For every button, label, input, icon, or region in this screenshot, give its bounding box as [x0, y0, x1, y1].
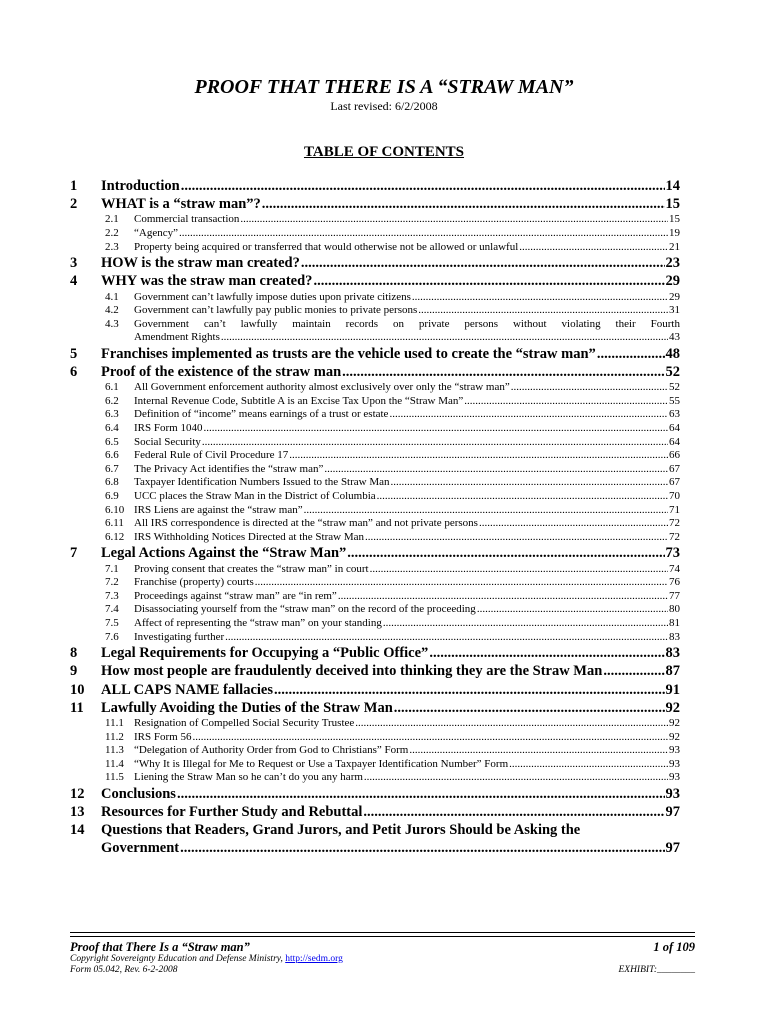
toc-entry-number: 6.5: [105, 435, 119, 448]
toc-leader-dots: [255, 576, 668, 590]
toc-entry-text: Government can’t lawfully impose duties upon private citizens: [134, 290, 411, 303]
toc-entry-text: “Agency”: [134, 226, 178, 239]
toc-entry-text: Franchises implemented as trusts are the vehicle used to create the “straw man”: [101, 345, 596, 362]
toc-subsection[interactable]: [70, 531, 680, 545]
toc-entry-number: 2.3: [105, 240, 119, 253]
toc-entry-number: 6.2: [105, 394, 119, 407]
toc-section[interactable]: [70, 363, 680, 381]
toc-leader-dots: [304, 504, 668, 518]
toc-leader-dots: [177, 785, 665, 803]
toc-entry-page: 55: [669, 394, 680, 407]
toc-leader-dots: [370, 563, 668, 577]
toc-leader-dots: [509, 758, 668, 772]
toc-entry-page: 93: [669, 771, 680, 784]
toc-entry-number: 6.7: [105, 462, 119, 475]
table-of-contents: [70, 177, 680, 858]
toc-subsection[interactable]: [70, 517, 680, 531]
toc-subsection[interactable]: [70, 476, 680, 490]
toc-entry-number: 7.6: [105, 630, 119, 643]
toc-section[interactable]: [70, 821, 680, 857]
toc-section[interactable]: [70, 662, 680, 680]
toc-entry-text-continued: Amendment Rights: [134, 331, 220, 344]
toc-entry-number: 2: [70, 196, 78, 213]
toc-entry-page: 71: [669, 503, 680, 516]
toc-entry-page: 52: [669, 381, 680, 394]
toc-subsection[interactable]: [70, 463, 680, 477]
last-revised: Last revised: 6/2/2008: [330, 99, 438, 113]
toc-section[interactable]: [70, 699, 680, 717]
toc-subsection[interactable]: [70, 631, 680, 645]
toc-entry-page: 31: [669, 304, 680, 317]
toc-leader-dots: [383, 617, 668, 631]
toc-entry-text: Liening the Straw Man so he can’t do you any harm: [134, 771, 363, 784]
toc-leader-dots: [180, 839, 664, 857]
toc-entry-page: 74: [669, 562, 680, 575]
toc-entry-text-continued: Government: [101, 840, 180, 857]
toc-leader-dots: [391, 476, 668, 490]
toc-subsection[interactable]: [70, 490, 680, 504]
toc-leader-dots: [464, 395, 668, 409]
toc-leader-dots: [274, 681, 665, 699]
toc-entry-number: 12: [70, 785, 85, 802]
toc-leader-dots: [262, 195, 665, 213]
toc-leader-dots: [289, 449, 668, 463]
toc-entry-number: 4.3: [105, 317, 119, 330]
toc-entry-page: 23: [665, 255, 680, 272]
toc-leader-dots: [192, 731, 668, 745]
toc-entry-page: 76: [669, 576, 680, 589]
toc-entry-page: 97: [665, 840, 680, 857]
toc-entry-number: 6.10: [105, 503, 125, 516]
toc-entry-number: 4: [70, 273, 78, 290]
toc-entry-page: 15: [669, 213, 680, 226]
toc-entry-page: 66: [669, 449, 680, 462]
toc-entry-text: Investigating further: [134, 630, 225, 643]
toc-section[interactable]: [70, 254, 680, 272]
toc-entry-page: 97: [665, 804, 680, 821]
toc-entry-number: 10: [70, 681, 85, 698]
toc-entry-text: WHY was the straw man created?: [101, 273, 313, 290]
toc-entry-text: Internal Revenue Code, Subtitle A is an Excise Tax Upon the “Straw Man”: [134, 394, 464, 407]
toc-entry-number: 11.5: [105, 771, 124, 784]
toc-entry-page: 52: [665, 364, 680, 381]
toc-leader-dots: [389, 408, 668, 422]
toc-leader-dots: [342, 363, 664, 381]
toc-subsection[interactable]: [70, 241, 680, 255]
toc-section[interactable]: [70, 644, 680, 662]
toc-entry-number: 6.4: [105, 422, 119, 435]
toc-section[interactable]: [70, 544, 680, 562]
toc-entry-page: 83: [665, 645, 680, 662]
toc-leader-dots: [181, 177, 665, 195]
toc-entry-number: 9: [70, 663, 78, 680]
toc-entry-number: 3: [70, 255, 78, 272]
toc-entry-text: Legal Requirements for Occupying a “Public Office”: [101, 645, 429, 662]
toc-heading: TABLE OF CONTENTS: [303, 144, 465, 160]
footer-rule: [70, 932, 695, 933]
toc-entry-text: HOW is the straw man created?: [101, 255, 300, 272]
toc-entry-text: Government can’t lawfully maintain records on private persons without violating their Fourth: [134, 317, 680, 330]
toc-subsection[interactable]: [70, 395, 680, 409]
toc-entry-page: 87: [665, 663, 680, 680]
toc-entry-number: 6.12: [105, 530, 125, 543]
toc-entry-text: Affect of representing the “straw man” on your standing: [134, 616, 382, 629]
toc-entry-text: Introduction: [101, 178, 180, 194]
copyright-text: Copyright Sovereignty Education and Defense Ministry,: [70, 954, 286, 964]
form-number: Form 05.042, Rev. 6-2-2008: [70, 965, 178, 975]
footer-title: Proof that There Is a “Straw man”: [70, 940, 250, 954]
footer-rule: [70, 936, 695, 937]
toc-subsection[interactable]: [70, 576, 680, 590]
toc-leader-dots: [412, 291, 668, 305]
toc-section[interactable]: [70, 195, 680, 213]
toc-leader-dots: [240, 213, 668, 227]
toc-entry-text: Disassociating yourself from the “straw man” on the record of the proceeding: [134, 603, 476, 616]
toc-leader-dots: [377, 490, 668, 504]
toc-leader-dots: [418, 304, 668, 318]
toc-subsection[interactable]: [70, 590, 680, 604]
toc-entry-text: Commercial transaction: [134, 213, 240, 226]
toc-entry-page: 93: [669, 757, 680, 770]
toc-leader-dots: [338, 590, 668, 604]
toc-subsection[interactable]: [70, 771, 680, 785]
toc-entry-number: 6.1: [105, 381, 119, 394]
toc-entry-number: 6.3: [105, 408, 119, 421]
toc-entry-page: 29: [669, 290, 680, 303]
footer-copyright: [70, 954, 343, 964]
toc-entry-text: All IRS correspondence is directed at the “straw man” and not private persons: [134, 517, 478, 530]
toc-entry-number: 7.1: [105, 562, 119, 575]
toc-section[interactable]: [70, 272, 680, 290]
toc-section[interactable]: [70, 345, 680, 363]
toc-leader-dots: [597, 345, 665, 363]
exhibit-label: EXHIBIT:________: [618, 965, 695, 975]
toc-entry-text: How most people are fraudulently deceived into thinking they are the Straw Man: [101, 663, 603, 680]
toc-entry-page: 70: [669, 490, 680, 503]
toc-entry-text: ALL CAPS NAME fallacies: [101, 681, 273, 698]
toc-entry-page: 77: [669, 589, 680, 602]
toc-entry-page: 64: [669, 435, 680, 448]
toc-subsection[interactable]: [70, 744, 680, 758]
toc-entry-text: Social Security: [134, 435, 201, 448]
toc-entry-number: 6: [70, 364, 78, 381]
toc-entry-page: 67: [669, 462, 680, 475]
toc-leader-dots: [221, 331, 668, 345]
toc-entry-text: All Government enforcement authority almost exclusively over only the “straw man”: [134, 381, 510, 394]
toc-subsection[interactable]: [70, 717, 680, 731]
toc-entry-text: The Privacy Act identifies the “straw man”: [134, 462, 324, 475]
toc-entry-page: 15: [665, 196, 680, 213]
toc-entry-page: 14: [665, 178, 680, 194]
toc-entry-number: 1: [70, 178, 78, 194]
toc-entry-text: WHAT is a “straw man”?: [101, 196, 261, 213]
toc-entry-page: 19: [669, 226, 680, 239]
toc-entry-number: 6.8: [105, 476, 119, 489]
toc-subsection[interactable]: [70, 408, 680, 422]
toc-entry-page: 91: [665, 681, 680, 698]
toc-subsection[interactable]: [70, 318, 680, 345]
toc-section[interactable]: [70, 177, 680, 195]
toc-entry-text: “Why It is Illegal for Me to Request or Use a Taxpayer Identification Number” Form: [134, 757, 509, 770]
toc-leader-dots: [363, 803, 664, 821]
toc-entry-page: 92: [669, 716, 680, 729]
toc-entry-number: 8: [70, 645, 78, 662]
toc-entry-page: 93: [665, 785, 680, 802]
toc-section[interactable]: [70, 803, 680, 821]
toc-subsection[interactable]: [70, 731, 680, 745]
toc-entry-text: “Delegation of Authority Order from God to Christians” Form: [134, 744, 409, 757]
toc-entry-text: Federal Rule of Civil Procedure 17: [134, 449, 289, 462]
toc-leader-dots: [313, 272, 664, 290]
toc-leader-dots: [603, 662, 664, 680]
toc-entry-number: 2.2: [105, 226, 119, 239]
toc-leader-dots: [202, 436, 668, 450]
toc-leader-dots: [394, 699, 665, 717]
toc-leader-dots: [364, 771, 668, 785]
toc-subsection[interactable]: [70, 436, 680, 450]
toc-leader-dots: [365, 531, 668, 545]
toc-leader-dots: [519, 241, 668, 255]
toc-entry-text: Franchise (property) courts: [134, 576, 254, 589]
toc-section[interactable]: [70, 681, 680, 699]
toc-entry-page: 93: [669, 744, 680, 757]
page-number: 1 of 109: [653, 940, 695, 954]
toc-subsection[interactable]: [70, 758, 680, 772]
toc-subsection[interactable]: [70, 449, 680, 463]
toc-entry-page: 29: [665, 273, 680, 290]
page-title: PROOF THAT THERE IS A “STRAW MAN”: [194, 76, 574, 98]
toc-entry-number: 7.4: [105, 603, 119, 616]
toc-subsection[interactable]: [70, 291, 680, 305]
toc-leader-dots: [179, 227, 668, 241]
toc-entry-page: 72: [669, 530, 680, 543]
toc-entry-text: Conclusions: [101, 785, 176, 802]
toc-entry-text: Resources for Further Study and Rebuttal: [101, 804, 363, 821]
toc-entry-number: 11.4: [105, 757, 124, 770]
toc-entry-number: 11.3: [105, 744, 124, 757]
toc-entry-page: 80: [669, 603, 680, 616]
toc-entry-number: 14: [70, 822, 85, 839]
toc-entry-text: Lawfully Avoiding the Duties of the Straw Man: [101, 699, 393, 716]
toc-subsection[interactable]: [70, 617, 680, 631]
toc-leader-dots: [225, 631, 668, 645]
toc-entry-text: IRS Form 1040: [134, 422, 203, 435]
toc-entry-page: 81: [669, 616, 680, 629]
toc-entry-text: Legal Actions Against the “Straw Man”: [101, 545, 347, 562]
toc-leader-dots: [355, 717, 668, 731]
toc-entry-number: 13: [70, 804, 85, 821]
toc-leader-dots: [203, 422, 668, 436]
toc-subsection[interactable]: [70, 381, 680, 395]
toc-entry-text: Resignation of Compelled Social Security Trustee: [134, 716, 355, 729]
toc-entry-page: 73: [665, 545, 680, 562]
toc-subsection[interactable]: [70, 213, 680, 227]
toc-entry-page: 92: [669, 730, 680, 743]
toc-entry-number: 2.1: [105, 213, 119, 226]
toc-entry-text: IRS Liens are against the “straw man”: [134, 503, 303, 516]
toc-entry-page: 21: [669, 240, 680, 253]
toc-entry-text: Definition of “income” means earnings of a trust or estate: [134, 408, 389, 421]
toc-entry-number: 7.2: [105, 576, 119, 589]
toc-subsection[interactable]: [70, 227, 680, 241]
toc-entry-page: 43: [669, 331, 680, 344]
toc-subsection[interactable]: [70, 422, 680, 436]
toc-section[interactable]: [70, 785, 680, 803]
toc-entry-text: UCC places the Straw Man in the District of Columbia: [134, 490, 376, 503]
toc-entry-page: 67: [669, 476, 680, 489]
toc-leader-dots: [477, 603, 668, 617]
toc-leader-dots: [511, 381, 668, 395]
toc-entry-number: 6.6: [105, 449, 119, 462]
toc-entry-number: 6.9: [105, 490, 119, 503]
toc-entry-text: Proof of the existence of the straw man: [101, 364, 342, 381]
toc-entry-text: IRS Withholding Notices Directed at the Straw Man: [134, 530, 365, 543]
toc-entry-text: Property being acquired or transferred that would otherwise not be allowed or unlawful: [134, 240, 519, 253]
toc-entry-number: 7.5: [105, 616, 119, 629]
toc-entry-page: 48: [665, 345, 680, 362]
toc-leader-dots: [347, 544, 664, 562]
toc-entry-number: 5: [70, 345, 78, 362]
toc-leader-dots: [429, 644, 664, 662]
toc-entry-text: Questions that Readers, Grand Jurors, and Petit Jurors Should be Asking the: [101, 822, 581, 839]
toc-entry-text: Taxpayer Identification Numbers Issued to the Straw Man: [134, 476, 390, 489]
toc-entry-number: 7.3: [105, 589, 119, 602]
toc-entry-number: 11.2: [105, 730, 124, 743]
toc-subsection[interactable]: [70, 304, 680, 318]
toc-subsection[interactable]: [70, 563, 680, 577]
toc-entry-number: 11.1: [105, 716, 124, 729]
toc-entry-page: 64: [669, 422, 680, 435]
toc-entry-number: 6.11: [105, 517, 124, 530]
toc-leader-dots: [301, 254, 665, 272]
sedm-link[interactable]: http://sedm.org: [285, 954, 343, 964]
toc-entry-page: 72: [669, 517, 680, 530]
toc-entry-number: 11: [70, 699, 84, 716]
toc-leader-dots: [324, 463, 668, 477]
toc-entry-page: 83: [669, 630, 680, 643]
toc-entry-text: Government can’t lawfully pay public monies to private persons: [134, 304, 418, 317]
toc-entry-number: 7: [70, 545, 78, 562]
toc-subsection[interactable]: [70, 603, 680, 617]
toc-entry-page: 63: [669, 408, 680, 421]
toc-entry-text: IRS Form 56: [134, 730, 192, 743]
toc-entry-number: 4.1: [105, 290, 119, 303]
toc-leader-dots: [479, 517, 668, 531]
toc-entry-number: 4.2: [105, 304, 119, 317]
toc-subsection[interactable]: [70, 504, 680, 518]
toc-leader-dots: [409, 744, 668, 758]
toc-entry-page: 92: [665, 699, 680, 716]
toc-entry-text: Proceedings against “straw man” are “in rem”: [134, 589, 337, 602]
toc-entry-text: Proving consent that creates the “straw man” in court: [134, 562, 369, 575]
